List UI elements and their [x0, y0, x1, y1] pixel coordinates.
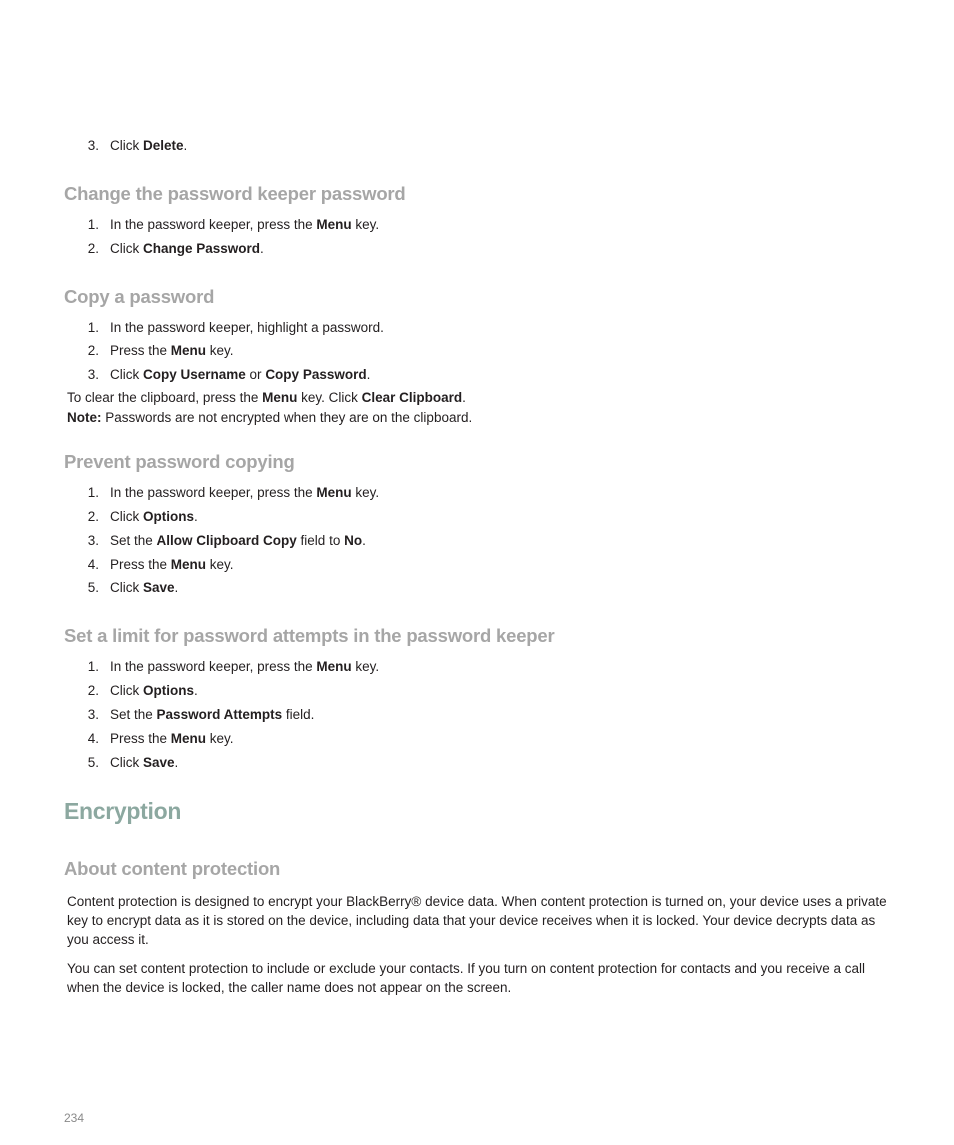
list-number: 3.: [87, 138, 99, 153]
section-heading: Set a limit for password attempts in the password keeper: [64, 625, 555, 646]
section-heading: Change the password keeper password: [64, 183, 406, 204]
document-page: 3. Click Delete. Change the password keeper password 1. In the password keeper, press the Menu key. 2. Click Change Password. Copy a password 1. In the password keeper, highlight a password. 2. Press the Menu key. 3. Click Copy Username or Copy Password. To clear the clipboard, press the Menu key. Click Clear Clipboard. Note: Passwords are not encrypted when they are on the clipboard. Prevent password copying 1. In the password keeper, press the Menu key. 2. Click Options. 3. Set the Allow Clipboard Copy field to No. 4. Press the Menu key. 5. Click Save. Set a limit for password attempts in the password keeper 1. In the password keeper, press the Menu key. 2. Click Options. 3. Set the Password Attempts field. 4. Press the Menu key. 5. Click Save. Encryption About content protection Content protection is designed to encrypt your BlackBerry® device data. When content protection is turned on, your device uses a private key to encrypt data as it is stored on the device, including data that your device receives when it is locked. Your device decrypts data as you access it. You can set content protection to include or exclude your contacts. If you turn on content protection for contacts and you receive a call when the device is locked, the caller name does not appear on the screen. 234: [0, 0, 954, 1145]
section-heading: Copy a password: [64, 286, 215, 307]
body-paragraph: Content protection is designed to encrypt your BlackBerry® device data. When content protection is turned on, your device uses a private key to encrypt data as it is stored on the device, including data that your device receives when it is locked. Your device decrypts data as you access it.: [67, 894, 887, 947]
body-paragraph: You can set content protection to include or exclude your contacts. If you turn on content protection for contacts and you receive a call when the device is locked, the caller name does not appear on the screen.: [67, 961, 865, 995]
section-heading: Prevent password copying: [64, 451, 295, 472]
section-heading: About content protection: [64, 858, 281, 879]
ui-term: Delete: [143, 138, 184, 153]
page-number: 234: [64, 1111, 85, 1125]
chapter-heading: Encryption: [64, 798, 182, 824]
note-label: Note:: [67, 410, 102, 425]
tip-text: To clear the clipboard, press the Menu key. Click Clear Clipboard.: [67, 390, 466, 405]
note-text: Note: Passwords are not encrypted when they are on the clipboard.: [67, 410, 473, 425]
